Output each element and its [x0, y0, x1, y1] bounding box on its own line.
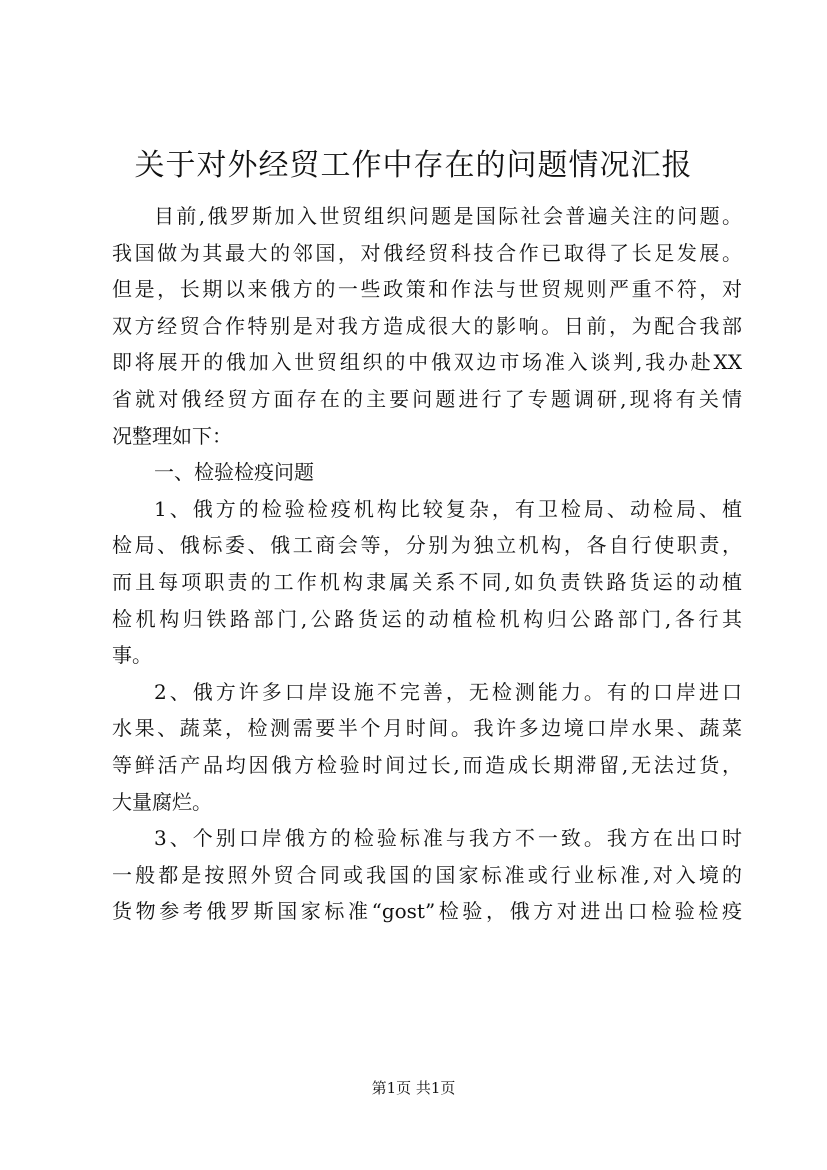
- document-title: 关于对外经贸工作中存在的问题情况汇报: [134, 148, 693, 183]
- paragraph-line: 双方经贸合作特别是对我方造成很大的影响。日前，为配合我部: [112, 313, 742, 338]
- paragraph-line: 况整理如下：: [112, 423, 232, 448]
- paragraph-line: 检局、俄标委、俄工商会等，分别为独立机构，各自行使职责，: [112, 533, 742, 558]
- paragraph-line: 2、俄方许多口岸设施不完善，无检测能力。有的口岸进口: [154, 679, 742, 704]
- paragraph-line: 我国做为其最大的邻国，对俄经贸科技合作已取得了长足发展。: [112, 240, 742, 265]
- paragraph-line: 3、个别口岸俄方的检验标准与我方不一致。我方在出口时: [154, 826, 742, 851]
- paragraph-line: 而且每项职责的工作机构隶属关系不同,如负责铁路货运的动植: [112, 569, 742, 594]
- paragraph-line: 省就对俄经贸方面存在的主要问题进行了专题调研,现将有关情: [112, 386, 742, 411]
- document-body: [112, 198, 742, 930]
- paragraph-line: 一般都是按照外贸合同或我国的国家标准或行业标准,对入境的: [112, 862, 742, 887]
- paragraph-line: 但是，长期以来俄方的一些政策和作法与世贸规则严重不符，对: [112, 277, 742, 302]
- paragraph-line: 水果、蔬菜，检测需要半个月时间。我许多边境口岸水果、蔬菜: [112, 716, 742, 741]
- paragraph-line: 1、俄方的检验检疫机构比较复杂，有卫检局、动检局、植: [154, 496, 742, 521]
- paragraph-line: 事。: [112, 643, 152, 668]
- paragraph-line: 货物参考俄罗斯国家标准“gost”检验，俄方对进出口检验检疫: [112, 899, 742, 924]
- page-number-footer: 第1页 共1页: [371, 1079, 456, 1097]
- paragraph-line: 即将展开的俄加入世贸组织的中俄双边市场准入谈判,我办赴XX: [112, 350, 742, 375]
- paragraph-line: 检机构归铁路部门,公路货运的动植检机构归公路部门,各行其: [112, 606, 742, 631]
- section-heading: 一、检验检疫问题: [154, 460, 314, 485]
- paragraph-line: 大量腐烂。: [112, 789, 212, 814]
- paragraph-line: 目前,俄罗斯加入世贸组织问题是国际社会普遍关注的问题。: [154, 204, 742, 228]
- paragraph-line: 等鲜活产品均因俄方检验时间过长,而造成长期滞留,无法过货，: [112, 752, 742, 777]
